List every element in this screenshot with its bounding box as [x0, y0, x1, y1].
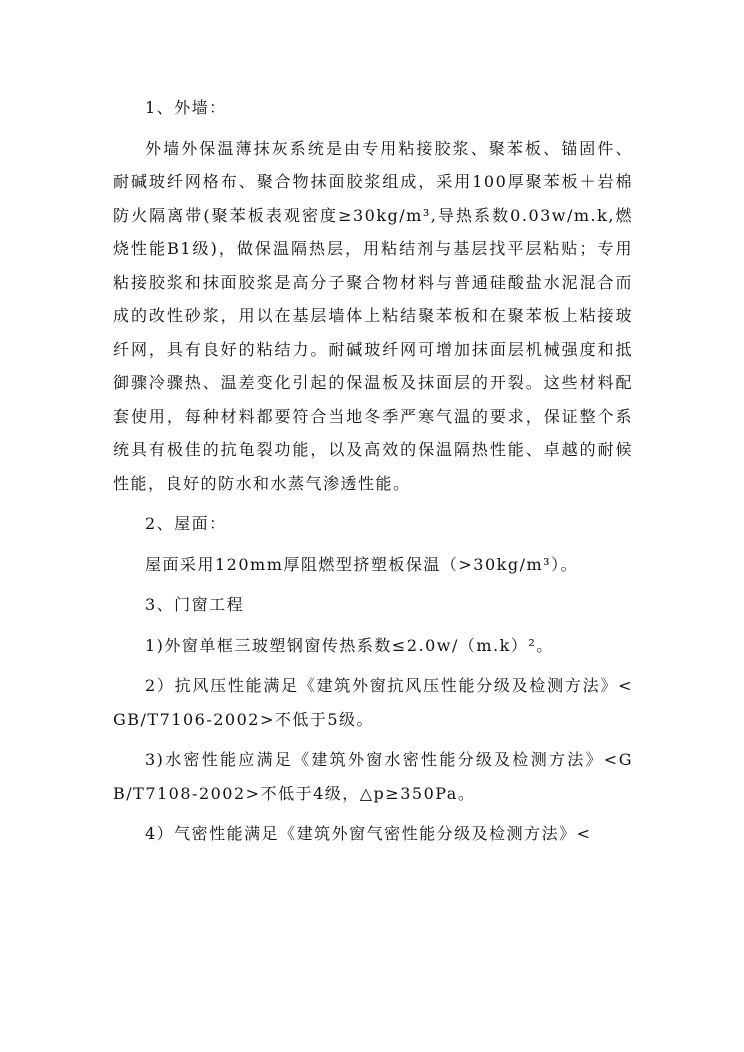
paragraph-roof-insulation: 屋面采用120mm厚阻燃型挤塑板保温（>30kg/m³）。 [145, 554, 579, 574]
paragraph-air-tightness-performance: 4）气密性能满足《建筑外窗气密性能分级及检测方法》< [145, 824, 592, 843]
paragraph-wind-pressure-performance: 2）抗风压性能满足《建筑外窗抗风压性能分级及检测方法》<GB/T7106-2002>不低于5级。 [113, 676, 633, 729]
paragraph-exterior-wall-system: 外墙外保温薄抹灰系统是由专用粘接胶浆、聚苯板、锚固件、耐碱玻纤网格布、聚合物抹面胶浆组成，采用100厚聚苯板＋岩棉防火隔离带(聚苯板表观密度≥30kg/m³,导热系数0.03w/m.k,燃烧性能B1级)，做保温隔热层，用粘结剂与基层找平层粘贴；专用粘接胶浆和抹面胶浆是高分子聚合物材料与普通硅酸盐水泥混合而成的改性砂浆，用以在基层墙体上粘结聚苯板和在聚苯板上粘接玻纤网，具有良好的粘结力。耐碱玻纤网可增加抹面层机械强度和抵御骤冷骤热、温差变化引起的保温板及抹面层的开裂。这些材料配套使用，每种材料都要符合当地冬季严寒气温的要求，保证整个系统具有极佳的抗龟裂功能，以及高效的保温隔热性能、卓越的耐候性能，良好的防水和水蒸气渗透性能。 [113, 138, 633, 493]
section-heading-doors-windows: 3、门窗工程 [145, 595, 245, 614]
document-body [113, 91, 633, 858]
section-heading-exterior-wall: 1、外墙： [145, 98, 227, 117]
paragraph-water-tightness-performance: 3)水密性能应满足《建筑外窗水密性能分级及检测方法》<GB/T7108-2002>不低于4级，△p≥350Pa。 [113, 750, 633, 803]
section-heading-roof: 2、屋面： [145, 514, 227, 533]
paragraph-window-heat-transfer: 1)外窗单框三玻塑钢窗传热系数≤2.0w/（m.k）²。 [145, 635, 554, 655]
